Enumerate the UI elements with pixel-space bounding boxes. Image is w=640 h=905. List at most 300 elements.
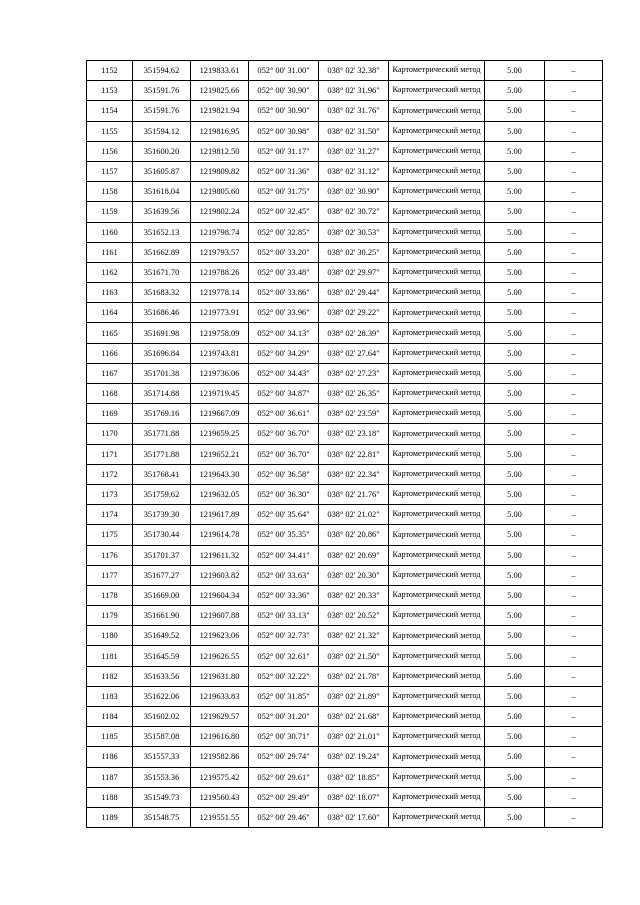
- cell-note: –: [545, 61, 603, 81]
- cell-accuracy: 5.00: [485, 807, 545, 827]
- cell-longitude: 038° 02' 27.23": [319, 363, 389, 383]
- table-row: [87, 182, 603, 202]
- cell-method: Картометрический метод: [389, 484, 485, 504]
- cell-y-coordinate: 1219825.66: [191, 81, 249, 101]
- cell-x-coordinate: 351771.88: [133, 424, 191, 444]
- table-row: [87, 747, 603, 767]
- cell-point-number: 1186: [87, 747, 133, 767]
- cell-longitude: 038° 02' 22.81": [319, 444, 389, 464]
- cell-x-coordinate: 351633.56: [133, 666, 191, 686]
- cell-latitude: 052° 00' 36.70": [249, 444, 319, 464]
- cell-x-coordinate: 351686.46: [133, 303, 191, 323]
- cell-point-number: 1180: [87, 626, 133, 646]
- cell-latitude: 052° 00' 29.61": [249, 767, 319, 787]
- cell-latitude: 052° 00' 31.36": [249, 161, 319, 181]
- cell-method: Картометрический метод: [389, 323, 485, 343]
- cell-point-number: 1159: [87, 202, 133, 222]
- table-row: [87, 161, 603, 181]
- cell-latitude: 052° 00' 30.71": [249, 727, 319, 747]
- cell-method: Картометрический метод: [389, 545, 485, 565]
- cell-y-coordinate: 1219617.89: [191, 505, 249, 525]
- cell-latitude: 052° 00' 33.20": [249, 242, 319, 262]
- table-row: [87, 464, 603, 484]
- cell-latitude: 052° 00' 32.73": [249, 626, 319, 646]
- cell-latitude: 052° 00' 34.41": [249, 545, 319, 565]
- cell-latitude: 052° 00' 32.45": [249, 202, 319, 222]
- cell-latitude: 052° 00' 33.48": [249, 262, 319, 282]
- cell-method: Картометрический метод: [389, 141, 485, 161]
- cell-method: Картометрический метод: [389, 767, 485, 787]
- cell-longitude: 038° 02' 21.02": [319, 505, 389, 525]
- cell-latitude: 052° 00' 29.49": [249, 787, 319, 807]
- cell-accuracy: 5.00: [485, 404, 545, 424]
- cell-longitude: 038° 02' 21.76": [319, 484, 389, 504]
- cell-note: –: [545, 505, 603, 525]
- cell-latitude: 052° 00' 33.96": [249, 303, 319, 323]
- cell-point-number: 1153: [87, 81, 133, 101]
- cell-note: –: [545, 161, 603, 181]
- cell-point-number: 1161: [87, 242, 133, 262]
- table-row: [87, 141, 603, 161]
- cell-point-number: 1184: [87, 707, 133, 727]
- cell-accuracy: 5.00: [485, 182, 545, 202]
- cell-point-number: 1173: [87, 484, 133, 504]
- cell-accuracy: 5.00: [485, 464, 545, 484]
- cell-longitude: 038° 02' 30.90": [319, 182, 389, 202]
- cell-method: Картометрический метод: [389, 343, 485, 363]
- cell-method: Картометрический метод: [389, 121, 485, 141]
- cell-longitude: 038° 02' 20.52": [319, 606, 389, 626]
- cell-accuracy: 5.00: [485, 323, 545, 343]
- cell-note: –: [545, 666, 603, 686]
- coordinates-table: [86, 60, 603, 828]
- cell-point-number: 1187: [87, 767, 133, 787]
- cell-method: Картометрический метод: [389, 101, 485, 121]
- cell-point-number: 1163: [87, 283, 133, 303]
- cell-x-coordinate: 351591.76: [133, 101, 191, 121]
- cell-latitude: 052° 00' 30.90": [249, 101, 319, 121]
- cell-x-coordinate: 351587.08: [133, 727, 191, 747]
- table-row: [87, 303, 603, 323]
- table-row: [87, 242, 603, 262]
- table-row: [87, 323, 603, 343]
- cell-accuracy: 5.00: [485, 626, 545, 646]
- cell-accuracy: 5.00: [485, 787, 545, 807]
- cell-point-number: 1171: [87, 444, 133, 464]
- cell-latitude: 052° 00' 29.74": [249, 747, 319, 767]
- cell-accuracy: 5.00: [485, 424, 545, 444]
- cell-longitude: 038° 02' 27.64": [319, 343, 389, 363]
- cell-latitude: 052° 00' 36.61": [249, 404, 319, 424]
- cell-longitude: 038° 02' 18.07": [319, 787, 389, 807]
- cell-point-number: 1183: [87, 686, 133, 706]
- cell-y-coordinate: 1219802.24: [191, 202, 249, 222]
- table-row: [87, 626, 603, 646]
- cell-point-number: 1167: [87, 363, 133, 383]
- cell-note: –: [545, 565, 603, 585]
- cell-longitude: 038° 02' 21.01": [319, 727, 389, 747]
- cell-method: Картометрический метод: [389, 666, 485, 686]
- cell-y-coordinate: 1219626.55: [191, 646, 249, 666]
- cell-accuracy: 5.00: [485, 545, 545, 565]
- cell-latitude: 052° 00' 31.85": [249, 686, 319, 706]
- cell-accuracy: 5.00: [485, 525, 545, 545]
- cell-longitude: 038° 02' 31.27": [319, 141, 389, 161]
- cell-latitude: 052° 00' 33.13": [249, 606, 319, 626]
- cell-x-coordinate: 351553.36: [133, 767, 191, 787]
- table-row: [87, 262, 603, 282]
- cell-latitude: 052° 00' 30.90": [249, 81, 319, 101]
- cell-accuracy: 5.00: [485, 707, 545, 727]
- cell-note: –: [545, 727, 603, 747]
- table-row: [87, 666, 603, 686]
- cell-y-coordinate: 1219643.30: [191, 464, 249, 484]
- cell-y-coordinate: 1219614.78: [191, 525, 249, 545]
- cell-y-coordinate: 1219582.86: [191, 747, 249, 767]
- table-row: [87, 606, 603, 626]
- cell-y-coordinate: 1219611.32: [191, 545, 249, 565]
- cell-note: –: [545, 747, 603, 767]
- cell-accuracy: 5.00: [485, 484, 545, 504]
- cell-accuracy: 5.00: [485, 606, 545, 626]
- cell-x-coordinate: 351739.30: [133, 505, 191, 525]
- cell-accuracy: 5.00: [485, 646, 545, 666]
- cell-accuracy: 5.00: [485, 202, 545, 222]
- table-row: [87, 283, 603, 303]
- cell-note: –: [545, 525, 603, 545]
- cell-method: Картометрический метод: [389, 262, 485, 282]
- cell-longitude: 038° 02' 31.50": [319, 121, 389, 141]
- cell-note: –: [545, 222, 603, 242]
- cell-accuracy: 5.00: [485, 141, 545, 161]
- cell-x-coordinate: 351548.75: [133, 807, 191, 827]
- cell-longitude: 038° 02' 17.60": [319, 807, 389, 827]
- document-page: [86, 60, 602, 828]
- cell-y-coordinate: 1219551.55: [191, 807, 249, 827]
- table-body: [87, 61, 603, 828]
- cell-latitude: 052° 00' 31.20": [249, 707, 319, 727]
- cell-accuracy: 5.00: [485, 242, 545, 262]
- cell-latitude: 052° 00' 30.98": [249, 121, 319, 141]
- cell-point-number: 1152: [87, 61, 133, 81]
- cell-y-coordinate: 1219788.26: [191, 262, 249, 282]
- cell-longitude: 038° 02' 32.38": [319, 61, 389, 81]
- cell-method: Картометрический метод: [389, 727, 485, 747]
- cell-latitude: 052° 00' 34.29": [249, 343, 319, 363]
- cell-latitude: 052° 00' 36.30": [249, 484, 319, 504]
- table-row: [87, 525, 603, 545]
- cell-x-coordinate: 351759.62: [133, 484, 191, 504]
- table-row: [87, 807, 603, 827]
- cell-note: –: [545, 81, 603, 101]
- cell-longitude: 038° 02' 20.33": [319, 585, 389, 605]
- cell-x-coordinate: 351683.32: [133, 283, 191, 303]
- cell-point-number: 1156: [87, 141, 133, 161]
- cell-note: –: [545, 202, 603, 222]
- table-row: [87, 545, 603, 565]
- cell-accuracy: 5.00: [485, 81, 545, 101]
- cell-point-number: 1165: [87, 323, 133, 343]
- cell-point-number: 1178: [87, 585, 133, 605]
- cell-longitude: 038° 02' 23.18": [319, 424, 389, 444]
- cell-x-coordinate: 351591.76: [133, 81, 191, 101]
- cell-method: Картометрический метод: [389, 565, 485, 585]
- cell-method: Картометрический метод: [389, 182, 485, 202]
- cell-point-number: 1170: [87, 424, 133, 444]
- cell-x-coordinate: 351662.89: [133, 242, 191, 262]
- cell-y-coordinate: 1219773.91: [191, 303, 249, 323]
- cell-method: Картометрический метод: [389, 505, 485, 525]
- cell-x-coordinate: 351671.70: [133, 262, 191, 282]
- cell-latitude: 052° 00' 33.86": [249, 283, 319, 303]
- cell-method: Картометрический метод: [389, 404, 485, 424]
- cell-x-coordinate: 351768.41: [133, 464, 191, 484]
- cell-y-coordinate: 1219821.94: [191, 101, 249, 121]
- cell-x-coordinate: 351701.38: [133, 363, 191, 383]
- table-row: [87, 424, 603, 444]
- cell-longitude: 038° 02' 21.50": [319, 646, 389, 666]
- cell-longitude: 038° 02' 26.35": [319, 384, 389, 404]
- cell-x-coordinate: 351714.88: [133, 384, 191, 404]
- cell-method: Картометрический метод: [389, 626, 485, 646]
- cell-longitude: 038° 02' 30.53": [319, 222, 389, 242]
- cell-y-coordinate: 1219816.95: [191, 121, 249, 141]
- cell-point-number: 1188: [87, 787, 133, 807]
- cell-method: Картометрический метод: [389, 81, 485, 101]
- table-row: [87, 505, 603, 525]
- cell-method: Картометрический метод: [389, 363, 485, 383]
- cell-x-coordinate: 351649.52: [133, 626, 191, 646]
- cell-x-coordinate: 351645.59: [133, 646, 191, 666]
- table-row: [87, 585, 603, 605]
- cell-latitude: 052° 00' 32.85": [249, 222, 319, 242]
- cell-method: Картометрический метод: [389, 202, 485, 222]
- table-row: [87, 787, 603, 807]
- table-row: [87, 202, 603, 222]
- table-row: [87, 222, 603, 242]
- cell-longitude: 038° 02' 31.96": [319, 81, 389, 101]
- cell-y-coordinate: 1219743.81: [191, 343, 249, 363]
- cell-method: Картометрический метод: [389, 585, 485, 605]
- cell-accuracy: 5.00: [485, 767, 545, 787]
- table-row: [87, 565, 603, 585]
- cell-accuracy: 5.00: [485, 222, 545, 242]
- table-row: [87, 404, 603, 424]
- cell-note: –: [545, 686, 603, 706]
- cell-method: Картометрический метод: [389, 747, 485, 767]
- cell-point-number: 1160: [87, 222, 133, 242]
- cell-accuracy: 5.00: [485, 121, 545, 141]
- cell-latitude: 052° 00' 31.75": [249, 182, 319, 202]
- cell-accuracy: 5.00: [485, 161, 545, 181]
- cell-note: –: [545, 101, 603, 121]
- cell-accuracy: 5.00: [485, 505, 545, 525]
- cell-y-coordinate: 1219607.88: [191, 606, 249, 626]
- cell-longitude: 038° 02' 29.22": [319, 303, 389, 323]
- cell-longitude: 038° 02' 22.34": [319, 464, 389, 484]
- cell-method: Картометрический метод: [389, 707, 485, 727]
- cell-latitude: 052° 00' 35.35": [249, 525, 319, 545]
- cell-note: –: [545, 444, 603, 464]
- cell-method: Картометрический метод: [389, 384, 485, 404]
- cell-note: –: [545, 646, 603, 666]
- cell-y-coordinate: 1219633.83: [191, 686, 249, 706]
- cell-longitude: 038° 02' 31.12": [319, 161, 389, 181]
- cell-accuracy: 5.00: [485, 444, 545, 464]
- cell-longitude: 038° 02' 31.76": [319, 101, 389, 121]
- table-row: [87, 686, 603, 706]
- cell-x-coordinate: 351691.98: [133, 323, 191, 343]
- cell-y-coordinate: 1219560.43: [191, 787, 249, 807]
- cell-longitude: 038° 02' 20.30": [319, 565, 389, 585]
- cell-method: Картометрический метод: [389, 807, 485, 827]
- cell-latitude: 052° 00' 36.58": [249, 464, 319, 484]
- cell-latitude: 052° 00' 33.36": [249, 585, 319, 605]
- cell-point-number: 1174: [87, 505, 133, 525]
- cell-point-number: 1189: [87, 807, 133, 827]
- cell-longitude: 038° 02' 21.78": [319, 666, 389, 686]
- cell-y-coordinate: 1219652.21: [191, 444, 249, 464]
- cell-latitude: 052° 00' 34.43": [249, 363, 319, 383]
- cell-accuracy: 5.00: [485, 303, 545, 323]
- cell-longitude: 038° 02' 21.68": [319, 707, 389, 727]
- cell-point-number: 1155: [87, 121, 133, 141]
- cell-point-number: 1154: [87, 101, 133, 121]
- cell-latitude: 052° 00' 32.61": [249, 646, 319, 666]
- cell-accuracy: 5.00: [485, 747, 545, 767]
- cell-latitude: 052° 00' 34.13": [249, 323, 319, 343]
- cell-method: Картометрический метод: [389, 61, 485, 81]
- cell-note: –: [545, 303, 603, 323]
- cell-method: Картометрический метод: [389, 161, 485, 181]
- cell-x-coordinate: 351661.90: [133, 606, 191, 626]
- cell-accuracy: 5.00: [485, 686, 545, 706]
- cell-y-coordinate: 1219805.60: [191, 182, 249, 202]
- cell-method: Картометрический метод: [389, 303, 485, 323]
- cell-accuracy: 5.00: [485, 384, 545, 404]
- cell-accuracy: 5.00: [485, 565, 545, 585]
- cell-y-coordinate: 1219758.09: [191, 323, 249, 343]
- cell-point-number: 1169: [87, 404, 133, 424]
- cell-point-number: 1168: [87, 384, 133, 404]
- cell-note: –: [545, 787, 603, 807]
- cell-x-coordinate: 351701.37: [133, 545, 191, 565]
- cell-note: –: [545, 545, 603, 565]
- cell-x-coordinate: 351622.06: [133, 686, 191, 706]
- cell-note: –: [545, 464, 603, 484]
- cell-point-number: 1182: [87, 666, 133, 686]
- cell-method: Картометрический метод: [389, 444, 485, 464]
- cell-y-coordinate: 1219632.05: [191, 484, 249, 504]
- cell-x-coordinate: 351602.02: [133, 707, 191, 727]
- cell-note: –: [545, 404, 603, 424]
- cell-note: –: [545, 141, 603, 161]
- cell-method: Картометрический метод: [389, 646, 485, 666]
- table-row: [87, 384, 603, 404]
- cell-accuracy: 5.00: [485, 363, 545, 383]
- cell-latitude: 052° 00' 31.00": [249, 61, 319, 81]
- cell-latitude: 052° 00' 36.70": [249, 424, 319, 444]
- cell-longitude: 038° 02' 23.59": [319, 404, 389, 424]
- cell-x-coordinate: 351771.88: [133, 444, 191, 464]
- cell-method: Картометрический метод: [389, 525, 485, 545]
- cell-point-number: 1176: [87, 545, 133, 565]
- cell-note: –: [545, 424, 603, 444]
- table-row: [87, 646, 603, 666]
- cell-longitude: 038° 02' 30.72": [319, 202, 389, 222]
- cell-y-coordinate: 1219812.50: [191, 141, 249, 161]
- table-row: [87, 343, 603, 363]
- table-row: [87, 61, 603, 81]
- cell-point-number: 1164: [87, 303, 133, 323]
- cell-latitude: 052° 00' 34.87": [249, 384, 319, 404]
- cell-point-number: 1177: [87, 565, 133, 585]
- cell-longitude: 038° 02' 20.86": [319, 525, 389, 545]
- cell-y-coordinate: 1219629.57: [191, 707, 249, 727]
- table-row: [87, 81, 603, 101]
- table-row: [87, 484, 603, 504]
- cell-note: –: [545, 121, 603, 141]
- cell-point-number: 1179: [87, 606, 133, 626]
- cell-note: –: [545, 606, 603, 626]
- cell-method: Картометрический метод: [389, 424, 485, 444]
- cell-latitude: 052° 00' 29.46": [249, 807, 319, 827]
- cell-y-coordinate: 1219575.42: [191, 767, 249, 787]
- cell-note: –: [545, 182, 603, 202]
- cell-latitude: 052° 00' 33.63": [249, 565, 319, 585]
- cell-method: Картометрический метод: [389, 242, 485, 262]
- table-row: [87, 121, 603, 141]
- cell-y-coordinate: 1219719.45: [191, 384, 249, 404]
- cell-x-coordinate: 351696.84: [133, 343, 191, 363]
- cell-y-coordinate: 1219798.74: [191, 222, 249, 242]
- cell-method: Картометрический метод: [389, 787, 485, 807]
- cell-x-coordinate: 351639.56: [133, 202, 191, 222]
- cell-method: Картометрический метод: [389, 283, 485, 303]
- cell-note: –: [545, 484, 603, 504]
- cell-accuracy: 5.00: [485, 666, 545, 686]
- cell-note: –: [545, 626, 603, 646]
- cell-accuracy: 5.00: [485, 283, 545, 303]
- cell-note: –: [545, 363, 603, 383]
- cell-x-coordinate: 351652.13: [133, 222, 191, 242]
- cell-longitude: 038° 02' 20.69": [319, 545, 389, 565]
- cell-longitude: 038° 02' 29.97": [319, 262, 389, 282]
- cell-y-coordinate: 1219667.09: [191, 404, 249, 424]
- cell-point-number: 1185: [87, 727, 133, 747]
- cell-point-number: 1166: [87, 343, 133, 363]
- cell-longitude: 038° 02' 29.44": [319, 283, 389, 303]
- cell-note: –: [545, 323, 603, 343]
- table-row: [87, 444, 603, 464]
- cell-latitude: 052° 00' 32.22": [249, 666, 319, 686]
- cell-y-coordinate: 1219604.34: [191, 585, 249, 605]
- cell-accuracy: 5.00: [485, 343, 545, 363]
- cell-x-coordinate: 351549.73: [133, 787, 191, 807]
- cell-x-coordinate: 351769.16: [133, 404, 191, 424]
- cell-x-coordinate: 351618.04: [133, 182, 191, 202]
- cell-method: Картометрический метод: [389, 464, 485, 484]
- cell-longitude: 038° 02' 28.39": [319, 323, 389, 343]
- cell-longitude: 038° 02' 21.89": [319, 686, 389, 706]
- cell-y-coordinate: 1219631.80: [191, 666, 249, 686]
- cell-x-coordinate: 351677.27: [133, 565, 191, 585]
- cell-accuracy: 5.00: [485, 727, 545, 747]
- cell-x-coordinate: 351605.87: [133, 161, 191, 181]
- cell-x-coordinate: 351557.33: [133, 747, 191, 767]
- cell-point-number: 1172: [87, 464, 133, 484]
- cell-accuracy: 5.00: [485, 585, 545, 605]
